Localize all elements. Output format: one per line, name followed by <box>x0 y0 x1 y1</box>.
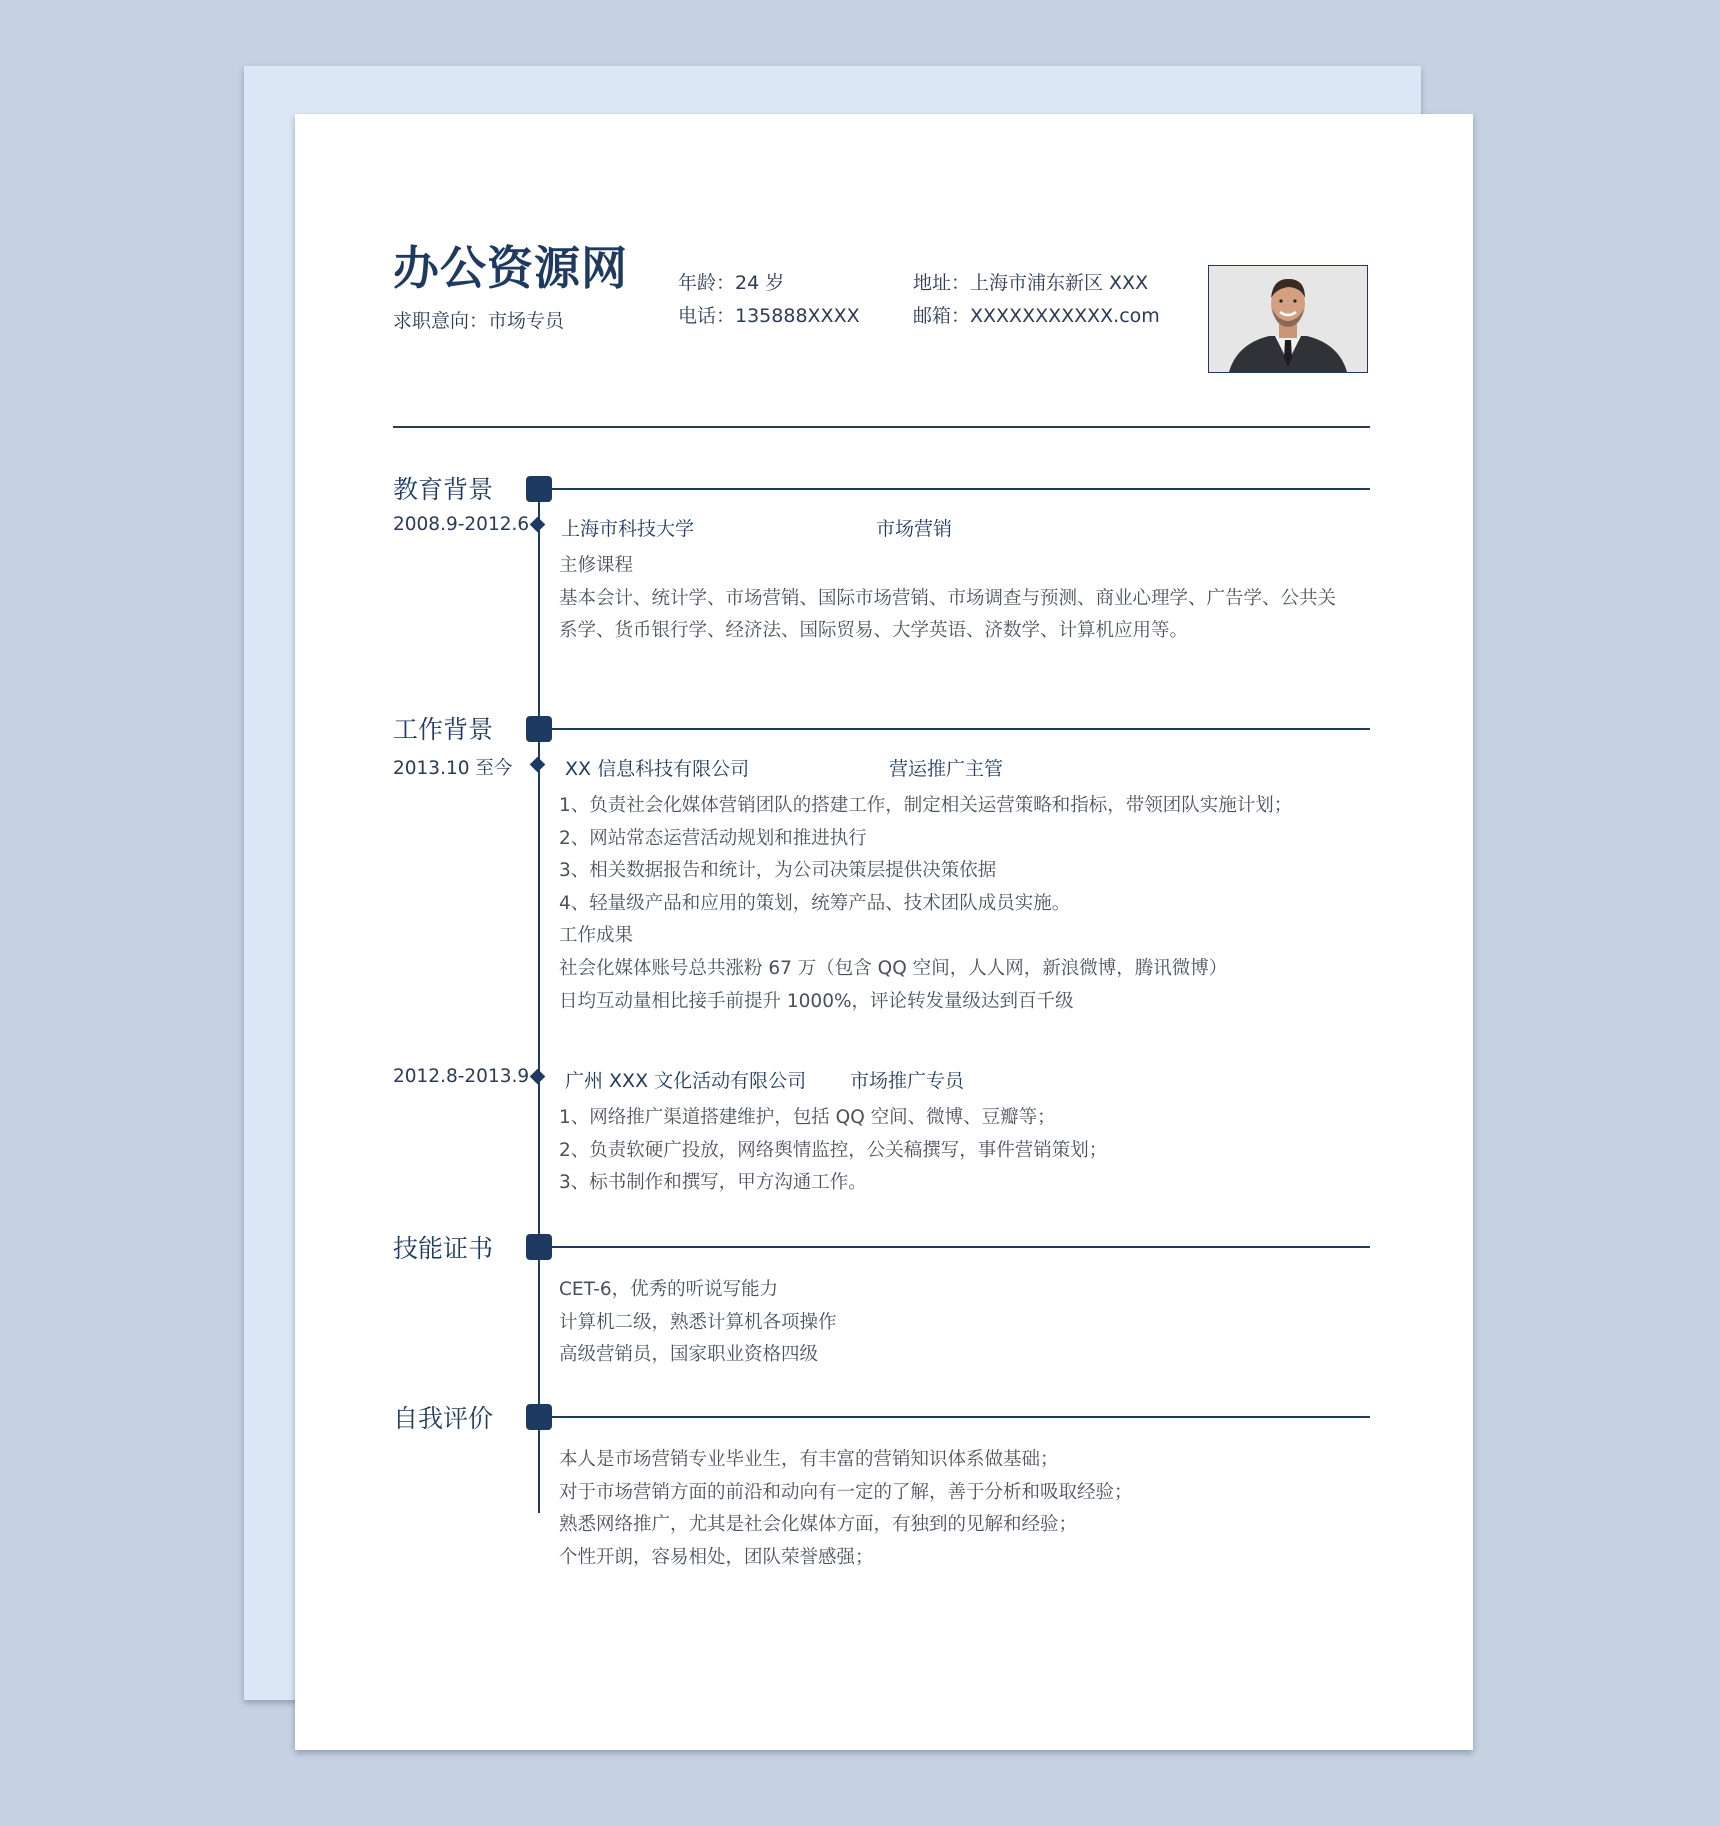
section-title-self-evaluation: 自我评价 <box>393 1404 494 1433</box>
timeline-diamond-marker <box>530 517 546 533</box>
timeline-square-marker <box>526 1404 552 1430</box>
portrait-image <box>1209 266 1367 372</box>
section-divider <box>552 728 1370 730</box>
section-title-work: 工作背景 <box>393 715 494 744</box>
text-line: CET-6，优秀的听说写能力 <box>559 1279 779 1300</box>
text-line: 日均互动量相比接手前提升 1000%，评论转发量级达到百千级 <box>559 990 1074 1012</box>
job-date: 2013.10 至今 <box>393 758 513 779</box>
phone-field: 电话：135888XXXX <box>678 305 860 327</box>
education-details <box>559 550 1336 648</box>
text-line: 4、轻量级产品和应用的策划，统筹产品、技术团队成员实施。 <box>559 892 1071 914</box>
job-details <box>559 790 1292 1018</box>
timeline-square-marker <box>526 1234 552 1260</box>
major-name: 市场营销 <box>876 518 953 540</box>
job-intent: 求职意向：市场专员 <box>393 310 565 332</box>
self-evaluation-text <box>559 1444 1133 1574</box>
section-divider <box>552 488 1370 490</box>
text-line: 个性开朗，容易相处，团队荣誉感强； <box>559 1546 874 1568</box>
timeline-diamond-marker <box>530 757 546 773</box>
header-divider <box>393 426 1370 428</box>
text-line: 高级营销员，国家职业资格四级 <box>559 1344 819 1366</box>
text-line: 主修课程 <box>559 555 634 576</box>
resume-page <box>295 114 1473 1750</box>
timeline-diamond-marker <box>530 1069 546 1085</box>
section-title-skills: 技能证书 <box>393 1234 494 1263</box>
text-line: 2、网站常态运营活动规划和推进执行 <box>559 827 867 849</box>
text-line: 1、网络推广渠道搭建维护，包括 QQ 空间、微博、豆瓣等； <box>559 1107 1056 1128</box>
address-field: 地址：上海市浦东新区 XXX <box>913 272 1149 294</box>
company-name: XX 信息科技有限公司 <box>565 758 750 780</box>
text-line: 3、相关数据报告和统计，为公司决策层提供决策依据 <box>559 860 997 882</box>
profile-photo <box>1208 265 1368 373</box>
timeline-square-marker <box>526 716 552 742</box>
text-line: 本人是市场营销专业毕业生，有丰富的营销知识体系做基础； <box>559 1449 1059 1470</box>
school-name: 上海市科技大学 <box>561 518 695 540</box>
job-details <box>559 1102 1107 1200</box>
timeline-square-marker <box>526 476 552 502</box>
text-line: 系学、货币银行学、经济法、国际贸易、大学英语、济数学、计算机应用等。 <box>559 620 1189 642</box>
timeline-line <box>538 486 540 1513</box>
text-line: 3、标书制作和撰写，甲方沟通工作。 <box>559 1172 867 1194</box>
company-name: 广州 XXX 文化活动有限公司 <box>565 1070 807 1092</box>
text-line: 社会化媒体账号总共涨粉 67 万（包含 QQ 空间，人人网，新浪微博，腾讯微博） <box>559 957 1228 979</box>
text-line: 熟悉网络推广，尤其是社会化媒体方面，有独到的见解和经验； <box>559 1514 1078 1536</box>
section-divider <box>552 1416 1370 1418</box>
email-field: 邮箱：XXXXXXXXXXX.com <box>913 305 1160 327</box>
text-line: 1、负责社会化媒体营销团队的搭建工作，制定相关运营策略和指标，带领团队实施计划； <box>559 795 1293 816</box>
text-line: 2、负责软硬广投放，网络舆情监控，公关稿撰写，事件营销策划； <box>559 1139 1108 1161</box>
section-divider <box>552 1246 1370 1248</box>
text-line: 计算机二级，熟悉计算机各项操作 <box>559 1311 837 1333</box>
section-title-education: 教育背景 <box>393 475 494 504</box>
candidate-name: 办公资源网 <box>393 241 628 295</box>
education-date: 2008.9-2012.6 <box>393 514 530 535</box>
job-position: 营运推广主管 <box>889 758 1004 780</box>
text-line: 对于市场营销方面的前沿和动向有一定的了解，善于分析和吸取经验； <box>559 1481 1133 1503</box>
text-line: 基本会计、统计学、市场营销、国际市场营销、市场调查与预测、商业心理学、广告学、公共关 <box>559 587 1337 609</box>
skills-list <box>559 1274 837 1372</box>
job-position: 市场推广专员 <box>850 1070 965 1092</box>
job-date: 2012.8-2013.9 <box>393 1066 530 1087</box>
age-field: 年龄：24 岁 <box>678 272 785 294</box>
text-line: 工作成果 <box>559 925 634 947</box>
